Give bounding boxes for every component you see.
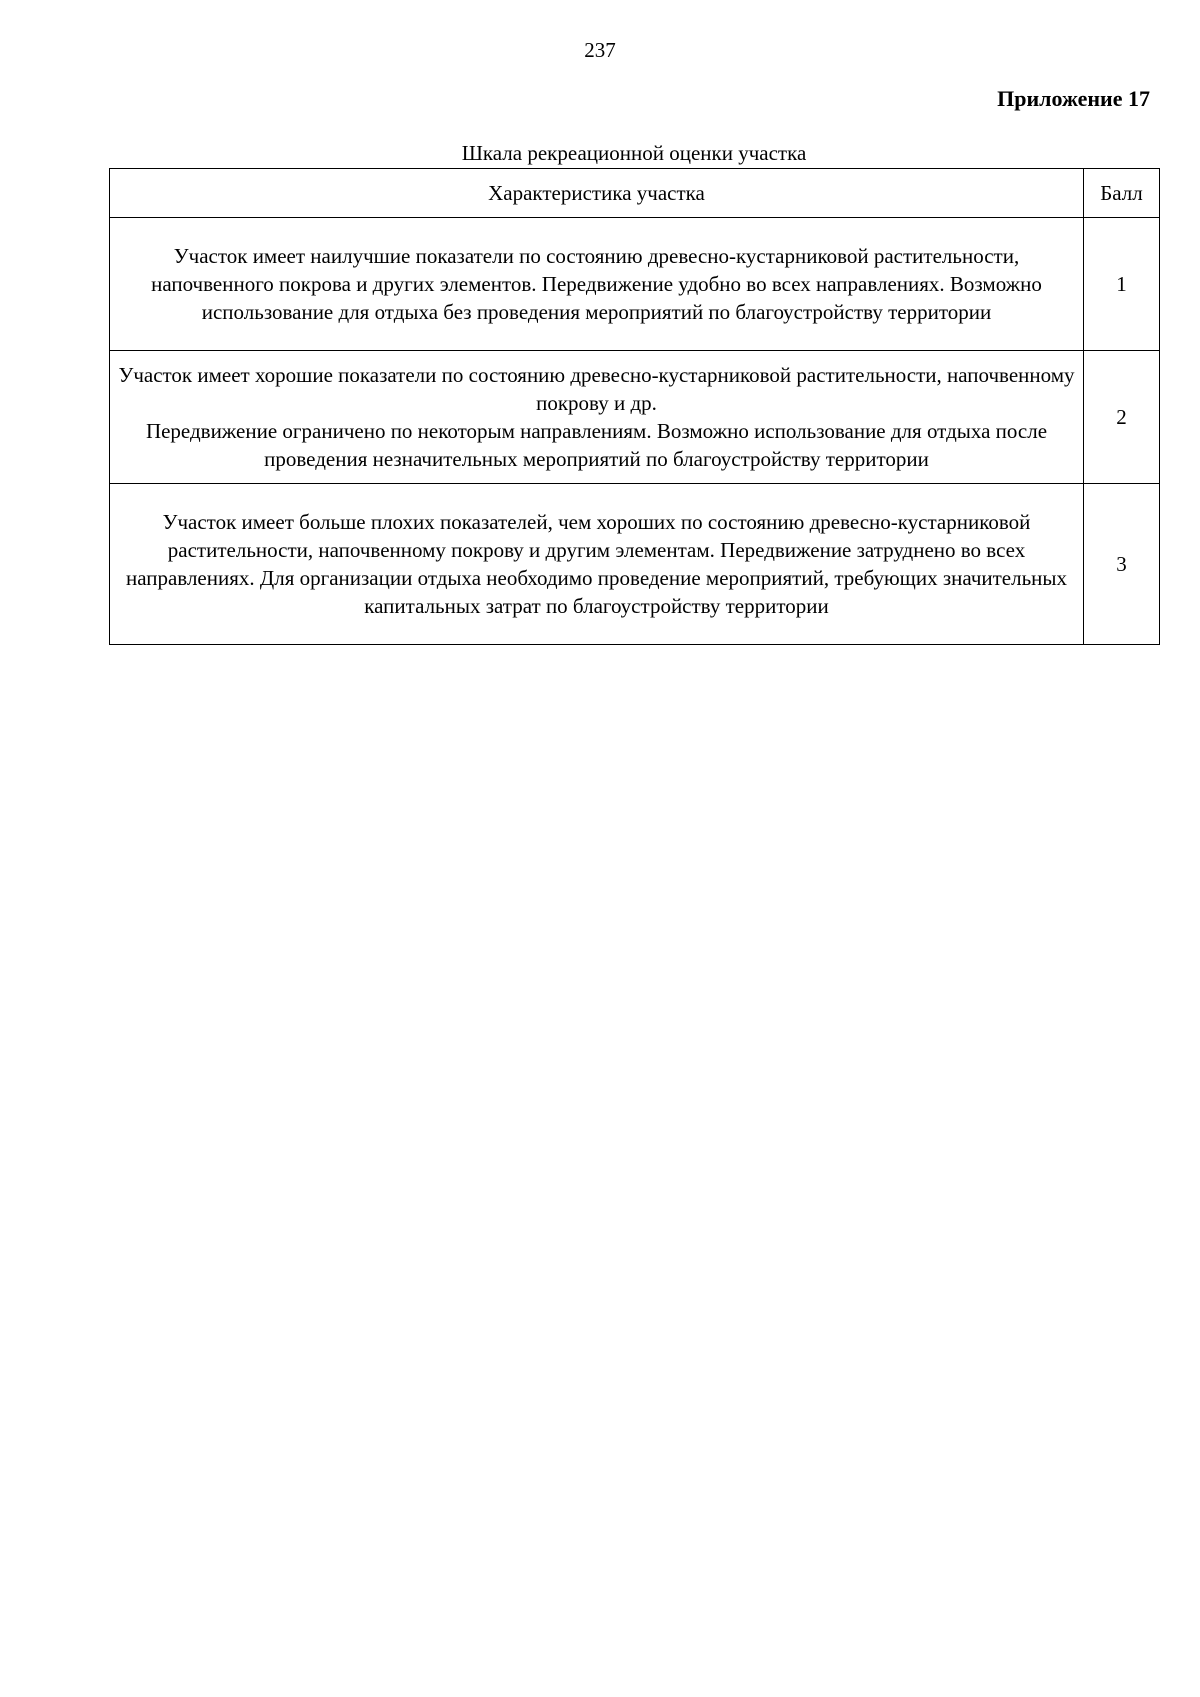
page-number: 237 bbox=[584, 38, 616, 62]
header-score: Балл bbox=[1084, 169, 1160, 218]
table-header-row bbox=[110, 169, 1160, 218]
recreation-score-table bbox=[109, 168, 1160, 645]
table-caption: Шкала рекреационной оценки участка bbox=[461, 141, 807, 165]
table-row bbox=[110, 484, 1160, 645]
row-description-text: Участок имеет хорошие показатели по состоянию древесно-кустарниковой растительности, напочвенному покрову и др. Передвижение ограничено по некоторым направлениям. Возможно использование для отдыха после проведения незначительных мероприятий по благоустройству территории bbox=[118, 363, 1075, 471]
header-description: Характеристика участка bbox=[110, 169, 1084, 218]
row-score: 2 bbox=[1084, 351, 1160, 484]
row-description bbox=[110, 484, 1084, 645]
row-description bbox=[110, 351, 1084, 484]
table-row bbox=[110, 351, 1160, 484]
row-description-text: Участок имеет больше плохих показателей, чем хороших по состоянию древесно-кустарниковой растительности, напочвенному покрову и другим элементам. Передвижение затруднено во всех направлениях. Для организации отдыха необходимо проведение мероприятий, требующих значительных капитальных затрат по благоустройству территории bbox=[125, 510, 1068, 618]
row-description-text: Участок имеет наилучшие показатели по состоянию древесно-кустарниковой растительности, напочвенного покрова и других элементов. Передвижение удобно во всех направлениях. Возможно использование для отдыха без проведения мероприятий по благоустройству территории bbox=[151, 244, 1042, 324]
table-row bbox=[110, 218, 1160, 351]
appendix-label: Приложение 17 bbox=[997, 86, 1150, 111]
row-score: 3 bbox=[1084, 484, 1160, 645]
row-description bbox=[110, 218, 1084, 351]
row-score: 1 bbox=[1084, 218, 1160, 351]
